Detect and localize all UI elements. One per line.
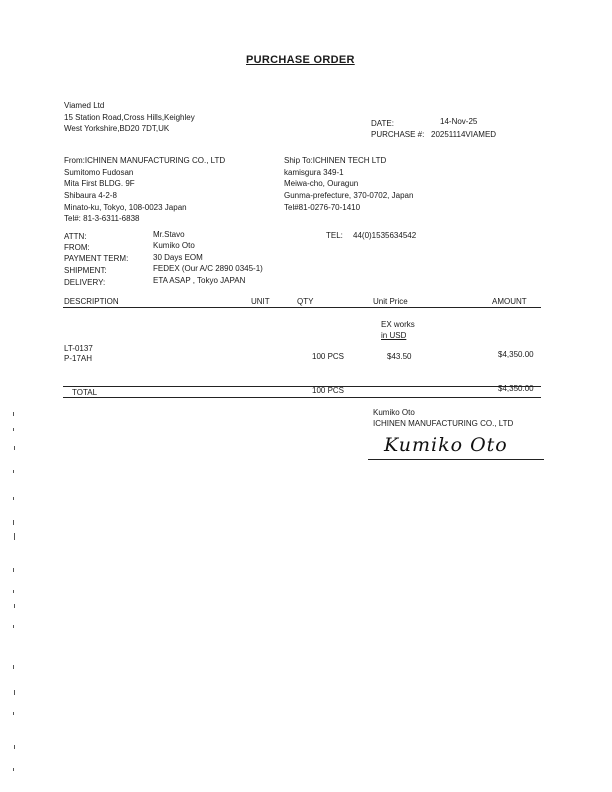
signature-rule <box>368 459 544 460</box>
scan-artifact <box>13 520 14 525</box>
scan-artifact <box>13 428 14 431</box>
total-qty: 100 PCS <box>312 386 345 395</box>
scan-artifact <box>13 712 14 715</box>
scan-artifact <box>14 745 15 749</box>
signer-name: Kumiko Oto <box>373 408 415 417</box>
ship-to-line: Tel#81-0276-70-1410 <box>284 203 361 212</box>
buyer-line: 15 Station Road,Cross Hills,Keighley <box>64 113 195 122</box>
scan-artifact <box>13 590 14 593</box>
item-code: LT-0137 <box>64 344 93 353</box>
total-top-rule <box>63 386 541 387</box>
scan-artifact <box>13 470 14 473</box>
scan-artifact <box>14 690 15 695</box>
header-rule <box>63 307 541 308</box>
col-description-header: DESCRIPTION <box>64 297 119 306</box>
col-qty-header: QTY <box>297 297 314 306</box>
from-line: Minato-ku, Tokyo, 108-0023 Japan <box>64 203 187 212</box>
scan-artifact <box>13 412 14 416</box>
attn-value: Mr.Stavo <box>153 230 185 239</box>
payment-term-label: PAYMENT TERM: <box>64 254 129 263</box>
ship-to-line: Gunma-prefecture, 370-0702, Japan <box>284 191 414 200</box>
from-line: Shibaura 4-2-8 <box>64 191 117 200</box>
item-amount: $4,350.00 <box>498 350 534 359</box>
from-line: From:ICHINEN MANUFACTURING CO., LTD <box>64 156 226 165</box>
from-label: FROM: <box>64 243 90 252</box>
terms-currency: in USD <box>381 331 407 340</box>
item-unit-price: $43.50 <box>387 352 412 361</box>
shipment-label: SHIPMENT: <box>64 266 107 275</box>
po-label: PURCHASE #: <box>371 130 425 139</box>
tel-value: 44(0)1535634542 <box>353 231 417 240</box>
scan-artifact <box>13 625 14 628</box>
buyer-line: West Yorkshire,BD20 7DT,UK <box>64 124 170 133</box>
scan-artifact <box>13 497 14 500</box>
buyer-line: Viamed Ltd <box>64 101 105 110</box>
attn-label: ATTN: <box>64 232 87 241</box>
ship-to-line: Ship To:ICHINEN TECH LTD <box>284 156 387 165</box>
total-amount: $4,350.00 <box>498 384 534 393</box>
ship-to-line: kamisgura 349-1 <box>284 168 344 177</box>
col-unit-price-header: Unit Price <box>373 297 408 306</box>
payment-term-value: 30 Days EOM <box>153 253 203 262</box>
from-line: Tel#: 81-3-6311-6838 <box>64 214 140 223</box>
scan-artifact <box>13 665 14 669</box>
from-value: Kumiko Oto <box>153 241 195 250</box>
col-amount-header: AMOUNT <box>492 297 527 306</box>
signer-company: ICHINEN MANUFACTURING CO., LTD <box>373 419 514 428</box>
date-label: DATE: <box>371 119 394 128</box>
total-label: TOTAL <box>72 388 98 397</box>
ship-to-line: Meiwa-cho, Ouragun <box>284 179 359 188</box>
handwritten-signature: Kumiko Oto <box>384 434 508 456</box>
item-qty: 100 PCS <box>312 352 345 361</box>
scan-artifact <box>14 604 15 608</box>
total-bottom-rule <box>63 397 541 398</box>
terms-ex-works: EX works <box>381 320 415 329</box>
shipment-value: FEDEX (Our A/C 2890 0345-1) <box>153 264 263 273</box>
scan-artifact <box>14 446 15 450</box>
scan-artifact <box>13 568 14 572</box>
po-value: 20251114VIAMED <box>431 130 497 139</box>
item-part: P-17AH <box>64 354 93 363</box>
date-value: 14-Nov-25 <box>440 117 478 126</box>
scan-artifact <box>13 768 14 771</box>
from-line: Mita First BLDG. 9F <box>64 179 135 188</box>
scan-artifact <box>14 533 15 540</box>
delivery-value: ETA ASAP , Tokyo JAPAN <box>153 276 246 285</box>
col-unit-header: UNIT <box>251 297 270 306</box>
tel-label: TEL: <box>326 231 343 240</box>
from-line: Sumitomo Fudosan <box>64 168 134 177</box>
delivery-label: DELIVERY: <box>64 278 106 287</box>
document-title: PURCHASE ORDER <box>246 54 355 66</box>
